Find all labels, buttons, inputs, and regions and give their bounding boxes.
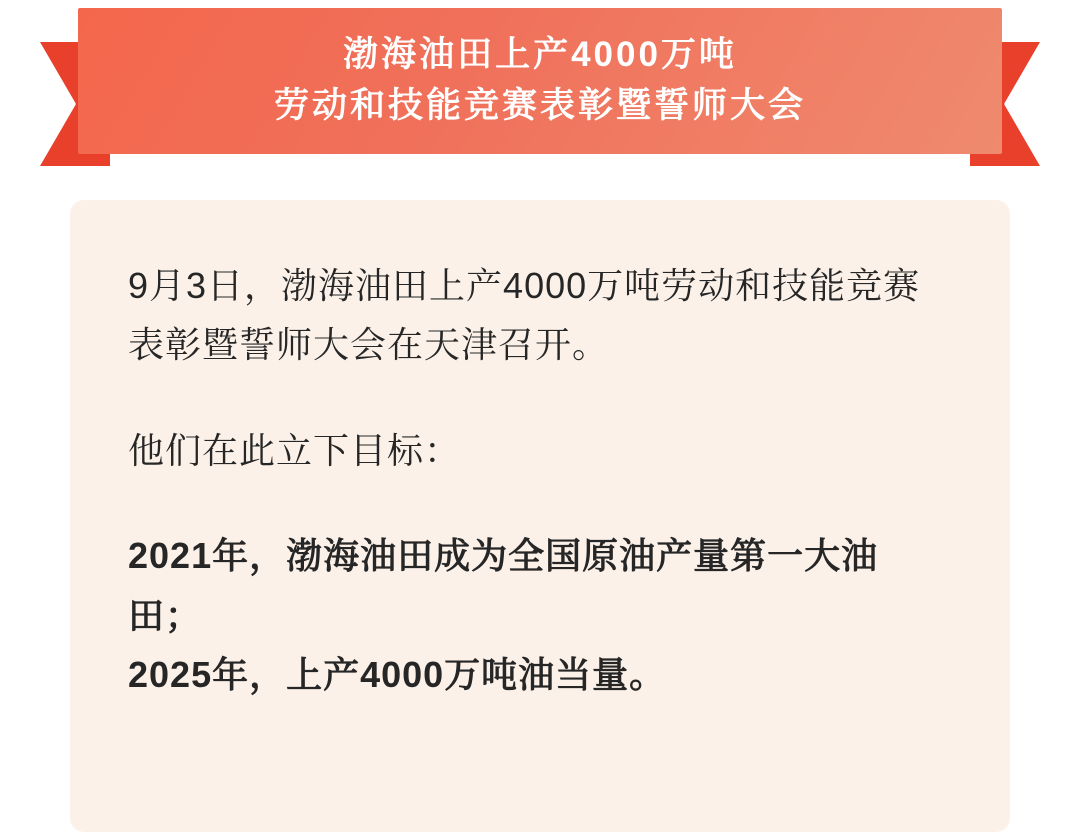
content-card [70, 200, 1010, 832]
ribbon-body [78, 8, 1002, 154]
ribbon-banner [40, 8, 1040, 166]
paragraph-goal-lead: 他们在此立下目标： [128, 429, 462, 471]
paragraph-intro: 9月3日，渤海油田上产4000万吨劳动和技能竞赛表彰暨誓师大会在天津召开。 [128, 265, 921, 366]
banner-title-line-2: 劳动和技能竞赛表彰暨誓师大会 [273, 86, 806, 125]
banner-title-line-1: 渤海油田上产4000万吨 [343, 35, 737, 75]
paragraph-goal-2021: 2021年，渤海油田成为全国原油产量第一大油田； [128, 535, 879, 636]
paragraph-goal-2025: 2025年，上产4000万吨油当量。 [128, 653, 667, 695]
